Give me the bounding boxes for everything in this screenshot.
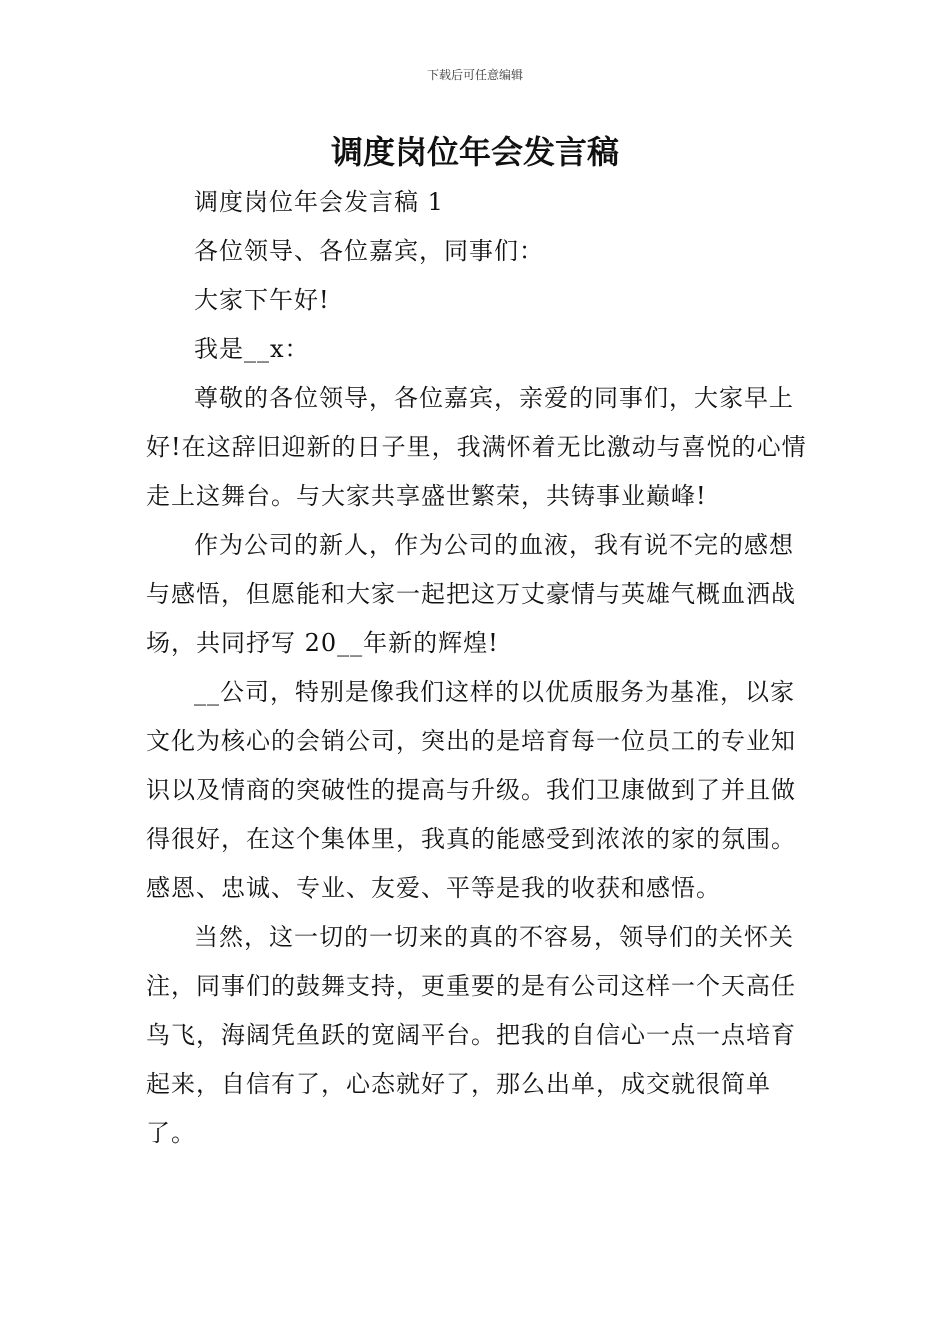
paragraph-greeting: 大家下午好! — [194, 286, 330, 314]
paragraph-opening: 尊敬的各位领导，各位嘉宾，亲爱的同事们，大家早上好!在这辞旧迎新的日子里，我满怀着无比激动与喜悦的心情走上这舞台。与大家共享盛世繁荣，共铸事业巅峰! — [146, 384, 807, 510]
paragraph-introduction: 我是__x： — [194, 335, 310, 363]
header-note: 下载后可任意编辑 — [426, 68, 523, 82]
document-body — [146, 178, 810, 1158]
paragraph-salutation: 各位领导、各位嘉宾，同事们： — [194, 237, 544, 265]
paragraph-company: __公司，特别是像我们这样的以优质服务为基准，以家文化为核心的会销公司，突出的是培育每一位员工的专业知识以及情商的突破性的提高与升级。我们卫康做到了并且做得很好，在这个集体里，我真的能感受到浓浓的家的氛围。感恩、忠诚、专业、友爱、平等是我的收获和感悟。 — [146, 678, 796, 902]
paragraph-gratitude: 当然，这一切的一切来的真的不容易，领导们的关怀关注，同事们的鼓舞支持，更重要的是有公司这样一个天高任鸟飞，海阔凭鱼跃的宽阔平台。把我的自信心一点一点培育起来，自信有了，心态就好了，那么出单，成交就很简单了。 — [146, 923, 796, 1147]
document-title: 调度岗位年会发言稿 — [330, 133, 619, 171]
paragraph-subtitle: 调度岗位年会发言稿 1 — [194, 188, 444, 216]
paragraph-newcomer: 作为公司的新人，作为公司的血液，我有说不完的感想与感悟，但愿能和大家一起把这万丈豪情与英雄气概血洒战场，共同抒写 20__年新的辉煌! — [146, 531, 796, 657]
